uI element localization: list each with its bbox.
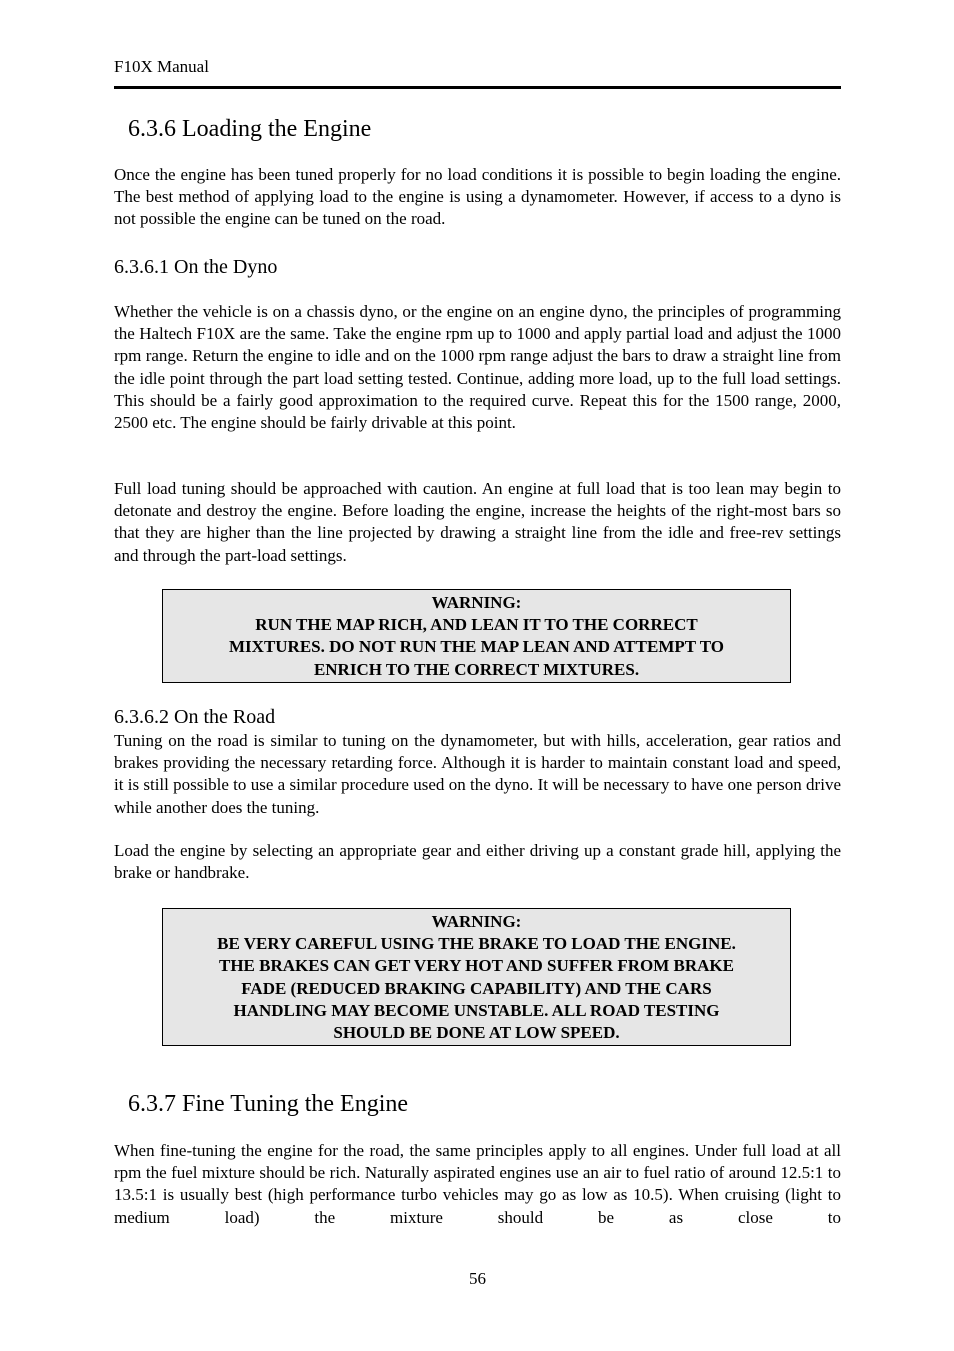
running-header: F10X Manual [114,57,209,76]
warning-line: THE BRAKES CAN GET VERY HOT AND SUFFER FROM BRAKE [219,956,734,976]
warning-line: FADE (REDUCED BRAKING CAPABILITY) AND THE CARS [241,978,712,998]
subsection-heading-on-road: 6.3.6.2 On the Road [114,706,276,728]
section-heading-637: 6.3.7 Fine Tuning the Engine [128,1091,409,1117]
warning-line: WARNING: [431,912,522,931]
paragraph-full-load-caution: Full load tuning should be approached with caution. An engine at full load that is too lean may begin to detonate and destroy the engine. Before loading the engine, increase the heights of the right-most bars so that they are higher than the line projected by drawing a straight line from the idle and free-rev settings and through the part-load settings. [114,479,841,565]
warning-line: RUN THE MAP RICH, AND LEAN IT TO THE CORRECT [255,615,698,635]
warning-line: BE VERY CAREFUL USING THE BRAKE TO LOAD THE ENGINE. [217,934,736,954]
page-number: 56 [469,1269,486,1288]
header-rule [114,86,841,89]
subsection-heading-on-dyno: 6.3.6.1 On the Dyno [114,256,278,278]
warning-box-brake [162,908,791,1046]
warning-box-map-rich [162,589,791,683]
section-heading-636: 6.3.6 Loading the Engine [128,116,372,142]
paragraph-dyno-principles: Whether the vehicle is on a chassis dyno, or the engine on an engine dyno, the principles of programming the Haltech F10X are the same. Take the engine rpm up to 1000 and apply partial load and adjust the 1000 rpm range. Return the engine to idle and on the 1000 rpm range adjust the bars to draw a straight line from the idle point through the part load setting tested. Continue, adding more load, up to the full load settings. This should be a fairly good approximation to the required curve. Repeat this for the 1500 range, 2000, 2500 etc. The engine should be fairly drivable at this point. [114,302,841,433]
warning-line: HANDLING MAY BECOME UNSTABLE. ALL ROAD TESTING [233,1000,720,1020]
warning-line: ENRICH TO THE CORRECT MIXTURES. [313,659,640,679]
warning-line: WARNING: [431,593,522,612]
warning-line: SHOULD BE DONE AT LOW SPEED. [333,1023,620,1043]
warning-line: MIXTURES. DO NOT RUN THE MAP LEAN AND ATTEMPT TO [229,637,724,657]
paragraph-loading-intro: Once the engine has been tuned properly for no load conditions it is possible to begin loading the engine. The best method of applying load to the engine is using a dynamometer. However, if access to a dyno is not possible the engine can be tuned on the road. [114,165,841,229]
paragraph-fine-tuning: When fine-tuning the engine for the road, the same principles apply to all engines. Under full load at all rpm the fuel mixture should be rich. Naturally aspirated engines use an air to fuel ratio of around 12.5:1 to 13.5:1 is usually best (high performance turbo vehicles may go as low as 10.5). When cruising (light to medium load) the mixture should be as close to [114,1141,841,1227]
paragraph-road-tuning: Tuning on the road is similar to tuning on the dynamometer, but with hills, acceleration, gear ratios and brakes providing the necessary retarding force. Although it is harder to maintain constant load and speed, it is still possible to use a similar procedure used on the dyno. It will be necessary to have one person drive while another does the tuning. [114,731,841,817]
paragraph-load-engine-road: Load the engine by selecting an appropriate gear and either driving up a constant grade hill, applying the brake or handbrake. [114,841,841,883]
